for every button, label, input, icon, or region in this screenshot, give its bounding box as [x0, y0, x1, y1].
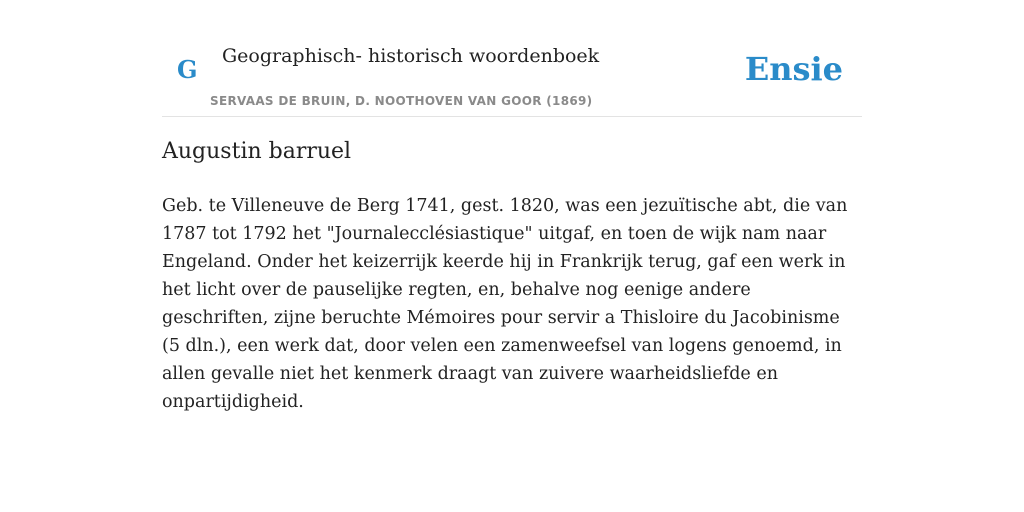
dictionary-title[interactable]: Geographisch- historisch woordenboek — [222, 45, 600, 67]
dictionary-logo-letter[interactable]: G — [177, 55, 198, 84]
dictionary-authors: SERVAAS DE BRUIN, D. NOOTHOVEN VAN GOOR (1869) — [210, 94, 593, 108]
entry-body: Geb. te Villeneuve de Berg 1741, gest. 1820, was een jezuïtische abt, die van 1787 tot 1792 het "Journalecclésiastique" uitgaf, en toen de wijk nam naar Engeland. Onder het keizerrijk keerde hij in Frankrijk terug, gaf een werk in het licht over de pauselijke regten, en, behalve nog eenige andere geschriften, zijne beruchte Mémoires pour servir a Thisloire du Jacobinisme (5 dln.), een werk dat, door velen een zamenweefsel van logens genoemd, in allen gevalle niet het kenmerk draagt van zuivere waarheidsliefde en onpartijdigheid. — [162, 196, 848, 412]
header — [162, 0, 862, 117]
entry-title: Augustin barruel — [162, 139, 352, 164]
ensie-logo-link[interactable]: Ensie — [744, 50, 843, 88]
